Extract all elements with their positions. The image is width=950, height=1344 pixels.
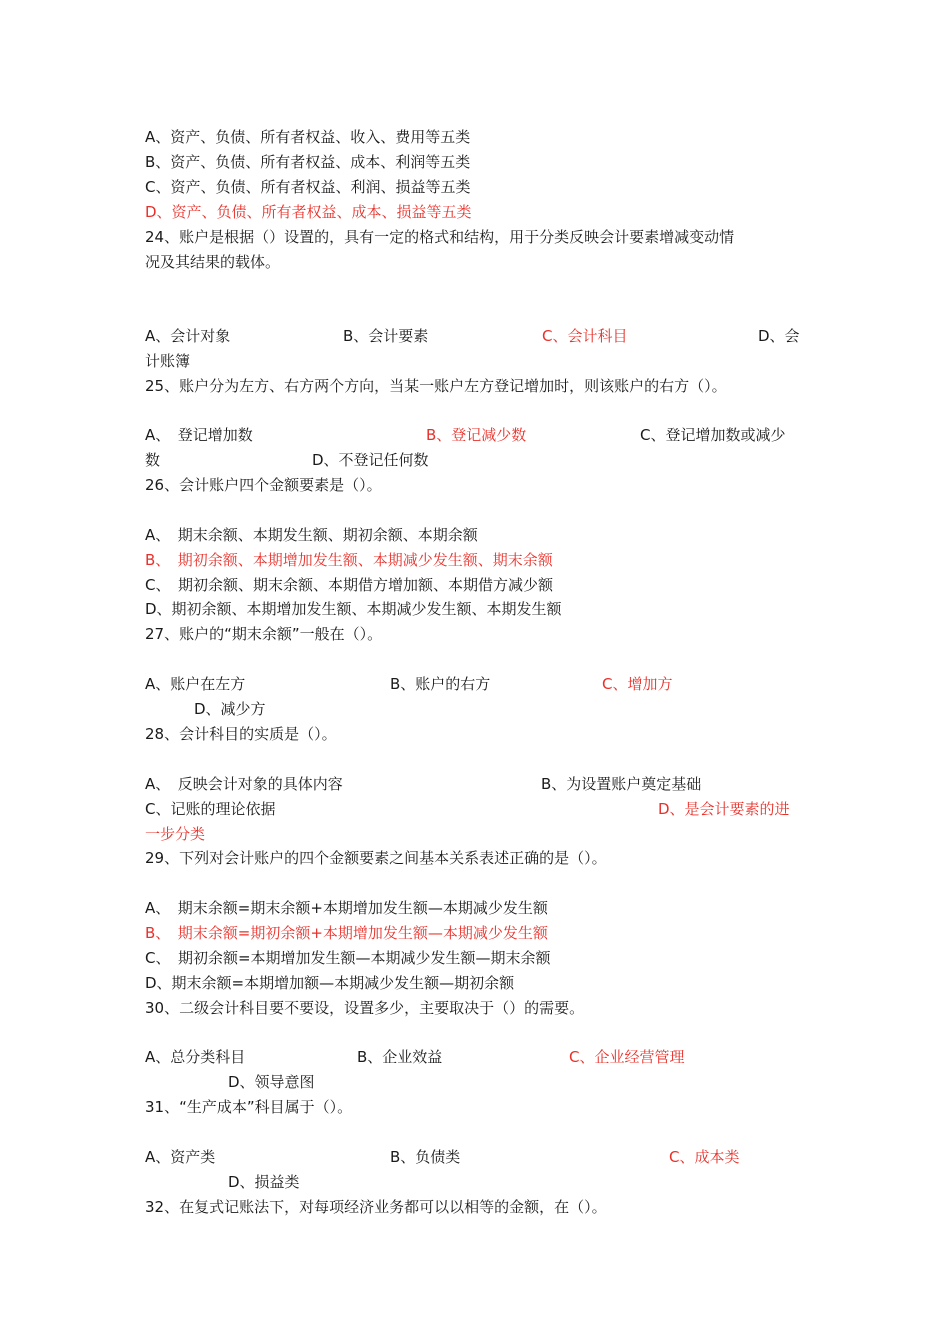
q29-stem: 29、下列对会计账户的四个金额要素之间基本关系表述正确的是（）。: [145, 849, 607, 867]
q31-option-d: D、损益类: [228, 1173, 300, 1191]
q24-option-d-part2: 计账簿: [145, 352, 191, 370]
q25-option-d: D、不登记任何数: [312, 451, 429, 469]
q30-stem: 30、二级会计科目要不要设，设置多少，主要取决于（）的需要。: [145, 999, 585, 1017]
q25-option-b-answer: B、登记减少数: [426, 426, 527, 444]
q24-option-a: A、会计对象: [145, 327, 231, 345]
q28-option-d-answer-part2: 一步分类: [145, 825, 206, 843]
q26-stem: 26、会计账户四个金额要素是（）。: [145, 476, 382, 494]
q29-option-b-answer: B、 期末余额=期初余额+本期增加发生额—本期减少发生额: [145, 924, 548, 942]
q24-option-d-part1: D、会: [758, 327, 800, 345]
q23-option-a: A、资产、负债、所有者权益、收入、费用等五类: [145, 128, 471, 146]
q23-option-d-answer: D、资产、负债、所有者权益、成本、损益等五类: [145, 203, 472, 221]
q28-option-d-answer-part1: D、是会计要素的进: [658, 800, 790, 818]
q28-option-a: A、 反映会计对象的具体内容: [145, 775, 343, 793]
q24-stem-line1: 24、账户是根据（）设置的，具有一定的格式和结构，用于分类反映会计要素增减变动情: [145, 228, 735, 246]
q30-option-b: B、企业效益: [357, 1048, 443, 1066]
q25-stem: 25、账户分为左方、右方两个方向，当某一账户左方登记增加时，则该账户的右方（）。: [145, 377, 727, 395]
q31-option-b: B、负债类: [390, 1148, 461, 1166]
q26-option-a: A、 期末余额、本期发生额、期初余额、本期余额: [145, 526, 478, 544]
q30-option-c-answer: C、企业经营管理: [569, 1048, 685, 1066]
q28-option-b: B、为设置账户奠定基础: [541, 775, 702, 793]
q27-option-c-answer: C、增加方: [602, 675, 673, 693]
q28-option-c: C、记账的理论依据: [145, 800, 276, 818]
q26-option-c: C、 期初余额、期末余额、本期借方增加额、本期借方减少额: [145, 576, 553, 594]
q30-option-a: A、总分类科目: [145, 1048, 246, 1066]
q24-option-b: B、会计要素: [343, 327, 429, 345]
q29-option-d: D、期末余额=本期增加额—本期减少发生额—期初余额: [145, 974, 515, 992]
q27-option-d: D、减少方: [194, 700, 266, 718]
q24-stem-line2: 况及其结果的载体。: [145, 253, 281, 271]
q31-option-c-answer: C、成本类: [669, 1148, 740, 1166]
q25-option-a: A、 登记增加数: [145, 426, 253, 444]
q25-option-c-part1: C、登记增加数或减少: [640, 426, 786, 444]
q27-option-b: B、账户的右方: [390, 675, 491, 693]
q23-option-c: C、资产、负债、所有者权益、利润、损益等五类: [145, 178, 471, 196]
q29-option-c: C、 期初余额=本期增加发生额—本期减少发生额—期末余额: [145, 949, 551, 967]
q29-option-a: A、 期末余额=期末余额+本期增加发生额—本期减少发生额: [145, 899, 548, 917]
q26-option-b-answer: B、 期初余额、本期增加发生额、本期减少发生额、期末余额: [145, 551, 553, 569]
q30-option-d: D、领导意图: [228, 1073, 315, 1091]
q24-option-c-answer: C、会计科目: [542, 327, 628, 345]
q27-stem: 27、账户的“期末余额”一般在（）。: [145, 625, 383, 643]
q27-option-a: A、账户在左方: [145, 675, 246, 693]
q31-stem: 31、“生产成本”科目属于（）。: [145, 1098, 353, 1116]
q31-option-a: A、资产类: [145, 1148, 216, 1166]
q23-option-b: B、资产、负债、所有者权益、成本、利润等五类: [145, 153, 471, 171]
q26-option-d: D、期初余额、本期增加发生额、本期减少发生额、本期发生额: [145, 600, 562, 618]
q32-stem: 32、在复式记账法下，对每项经济业务都可以以相等的金额，在（）。: [145, 1198, 607, 1216]
q25-option-c-part2: 数: [145, 451, 161, 469]
q28-stem: 28、会计科目的实质是（）。: [145, 725, 337, 743]
